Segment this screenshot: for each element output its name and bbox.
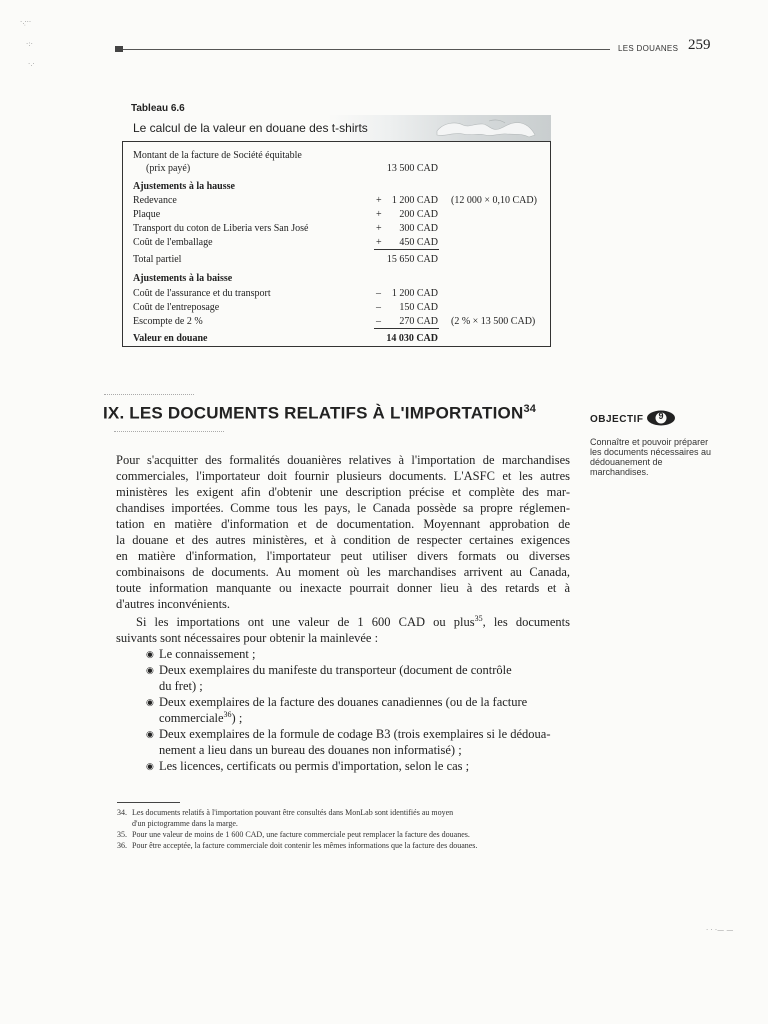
table-label: Tableau 6.6	[131, 103, 185, 114]
page-number: 259	[688, 37, 711, 53]
footnote	[117, 829, 577, 840]
heading-dotted-rule	[114, 431, 224, 433]
subtotal-rule	[374, 249, 439, 250]
footnote-number: 36.	[117, 841, 127, 850]
total-label: Valeur en douane	[133, 333, 208, 344]
table-row-note: (12 000 × 0,10 CAD)	[451, 195, 537, 206]
scan-speck: ·.·̣··	[20, 18, 32, 26]
paragraph-line: ministères les exigent afin d'obtenir une description précise et complète des mar-	[116, 485, 570, 499]
paragraph-text: , les documents	[482, 615, 570, 629]
paragraph-line: suivants sont nécessaires pour obtenir la mainlevée :	[116, 631, 379, 645]
objective-label: OBJECTIF	[590, 414, 644, 425]
objective-badge	[646, 410, 676, 426]
list-item-text: nement a lieu dans un bureau des douanes non informatisé) ;	[159, 743, 462, 757]
footnote-text: d'un pictogramme dans la marge.	[132, 819, 238, 828]
table-row-amount: 200 CAD	[399, 209, 438, 220]
invoice-amount: 13 500 CAD	[386, 163, 438, 174]
up-heading: Ajustements à la hausse	[133, 181, 235, 192]
table-row-sign: +	[376, 223, 382, 234]
paragraph-text: Si les importations ont une valeur de 1 600 CAD ou plus	[136, 615, 475, 629]
world-map-illustration	[429, 117, 539, 139]
table-row-sign: +	[376, 237, 382, 248]
list-item-text: Deux exemplaires de la formule de codage B3 (trois exemplaires si le dédoua-	[159, 727, 551, 741]
footnote-ref: 36	[223, 709, 232, 719]
table-row-sign: –	[376, 316, 381, 327]
list-item-text: commerciale	[159, 711, 224, 725]
list-item-text: Le connaissement ;	[159, 647, 256, 661]
paragraph-line: tation en matière d'information et de documentation. Moyennant approbation de	[116, 517, 570, 531]
required-documents-list	[146, 646, 570, 774]
objective-number: 9	[658, 411, 664, 421]
header-marker	[115, 46, 123, 52]
bullet-icon: ◉	[146, 697, 154, 707]
list-item-text: Deux exemplaires du manifeste du transporteur (document de contrôle	[159, 663, 512, 677]
scan-speck: ·:·	[26, 40, 33, 48]
footnote-number: 34.	[117, 808, 127, 817]
invoice-label: Montant de la facture de Société équitable	[133, 150, 302, 161]
footnote-ref: 34	[523, 403, 537, 415]
table-row-amount: 1 200 CAD	[391, 288, 438, 299]
table-row-sign: –	[376, 288, 381, 299]
table-row-label: Transport du coton de Liberia vers San José	[133, 223, 309, 234]
list-item-text: ) ;	[231, 711, 243, 725]
list-item	[146, 694, 570, 726]
total-rule	[374, 328, 439, 329]
bullet-icon: ◉	[146, 729, 154, 739]
footnote-text: Pour être acceptée, la facture commerciale doit contenir les mêmes informations que la facture des douanes.	[132, 841, 478, 850]
table-row-amount: 150 CAD	[399, 302, 438, 313]
total-amount: 14 030 CAD	[386, 333, 438, 344]
scan-speck: ·.·	[28, 60, 35, 68]
paragraph-line	[116, 614, 570, 630]
table-row-note: (2 % × 13 500 CAD)	[451, 316, 536, 327]
bullet-icon: ◉	[146, 761, 154, 771]
list-item-text: du fret) ;	[159, 679, 203, 693]
list-item	[146, 646, 570, 662]
footnote-rule	[117, 802, 180, 803]
paragraph-line: commerciales, l'importateur doit fournir plusieurs documents. L'ASFC et les autres	[116, 469, 570, 483]
table-row-label: Redevance	[133, 195, 177, 206]
paragraph-line: la douane et des autres ministères, et à condition de respecter certaines exigences	[116, 533, 570, 547]
footnote-number: 35.	[117, 830, 127, 839]
bullet-icon: ◉	[146, 649, 154, 659]
table-row-amount: 270 CAD	[399, 316, 438, 327]
paragraph-line: toute information manquante ou inexacte pourrait donner lieu à des retards et à	[116, 581, 570, 595]
header-rule	[123, 49, 610, 50]
section-title-text: IX. LES DOCUMENTS RELATIFS À L'IMPORTATION	[103, 403, 524, 423]
table-row-label: Escompte de 2 %	[133, 316, 203, 327]
table-row-amount: 450 CAD	[399, 237, 438, 248]
table-row-sign: –	[376, 302, 381, 313]
running-title: LES DOUANES	[618, 44, 679, 53]
footnote-ref: 35	[474, 613, 483, 623]
footnote	[117, 840, 577, 851]
paragraph-line: Pour s'acquitter des formalités douanières relatives à l'importation de marchandises	[116, 453, 570, 467]
table-title: Le calcul de la valeur en douane des t-shirts	[133, 121, 368, 135]
paragraph-line: d'autres inconvénients.	[116, 597, 231, 611]
list-item-text: Les licences, certificats ou permis d'importation, selon le cas ;	[159, 759, 470, 773]
table-row-label: Plaque	[133, 209, 161, 220]
list-item-text	[159, 710, 570, 726]
subtotal-label: Total partiel	[133, 254, 182, 265]
subtotal-amount: 15 650 CAD	[386, 254, 438, 265]
table-row-sign: +	[376, 195, 382, 206]
down-heading: Ajustements à la baisse	[133, 273, 233, 284]
paragraph-line: chandises importées. Comme tous les pays, le Canada possède sa propre réglemen-	[116, 501, 570, 515]
heading-dotted-rule	[104, 394, 194, 396]
table-row-label: Coût de l'assurance et du transport	[133, 288, 271, 299]
paragraph-1	[116, 452, 570, 612]
footnote-text: Les documents relatifs à l'importation pouvant être consultés dans MonLab sont identifiés au moyen	[132, 808, 454, 817]
list-item	[146, 726, 570, 758]
paragraph-line: en matière d'information, l'importateur peut utiliser divers formats ou diverses	[116, 549, 570, 563]
invoice-sublabel: (prix payé)	[146, 163, 191, 174]
footnote-text: Pour une valeur de moins de 1 600 CAD, une facture commerciale peut remplacer la facture des douanes.	[132, 830, 470, 839]
table-row-sign: +	[376, 209, 382, 220]
list-item	[146, 758, 570, 774]
table-row-amount: 1 200 CAD	[391, 195, 438, 206]
table-row-amount: 300 CAD	[399, 223, 438, 234]
section-title	[103, 403, 536, 424]
objective-text: Connaître et pouvoir préparer les documents nécessaires au dédouanement de marchandises.	[590, 437, 712, 477]
table-row-label: Coût de l'emballage	[133, 237, 213, 248]
footnotes	[117, 807, 577, 851]
list-item-text: Deux exemplaires de la facture des douanes canadiennes (ou de la facture	[159, 695, 528, 709]
table-row-label: Coût de l'entreposage	[133, 302, 220, 313]
bullet-icon: ◉	[146, 665, 154, 675]
footnote	[117, 807, 577, 829]
scan-speck: · · ·— —	[706, 926, 734, 934]
paragraph-line: combinaisons de documents. Au moment où les marchandises arrivent au Canada,	[116, 565, 570, 579]
paragraph-2	[116, 614, 570, 646]
list-item	[146, 662, 570, 694]
